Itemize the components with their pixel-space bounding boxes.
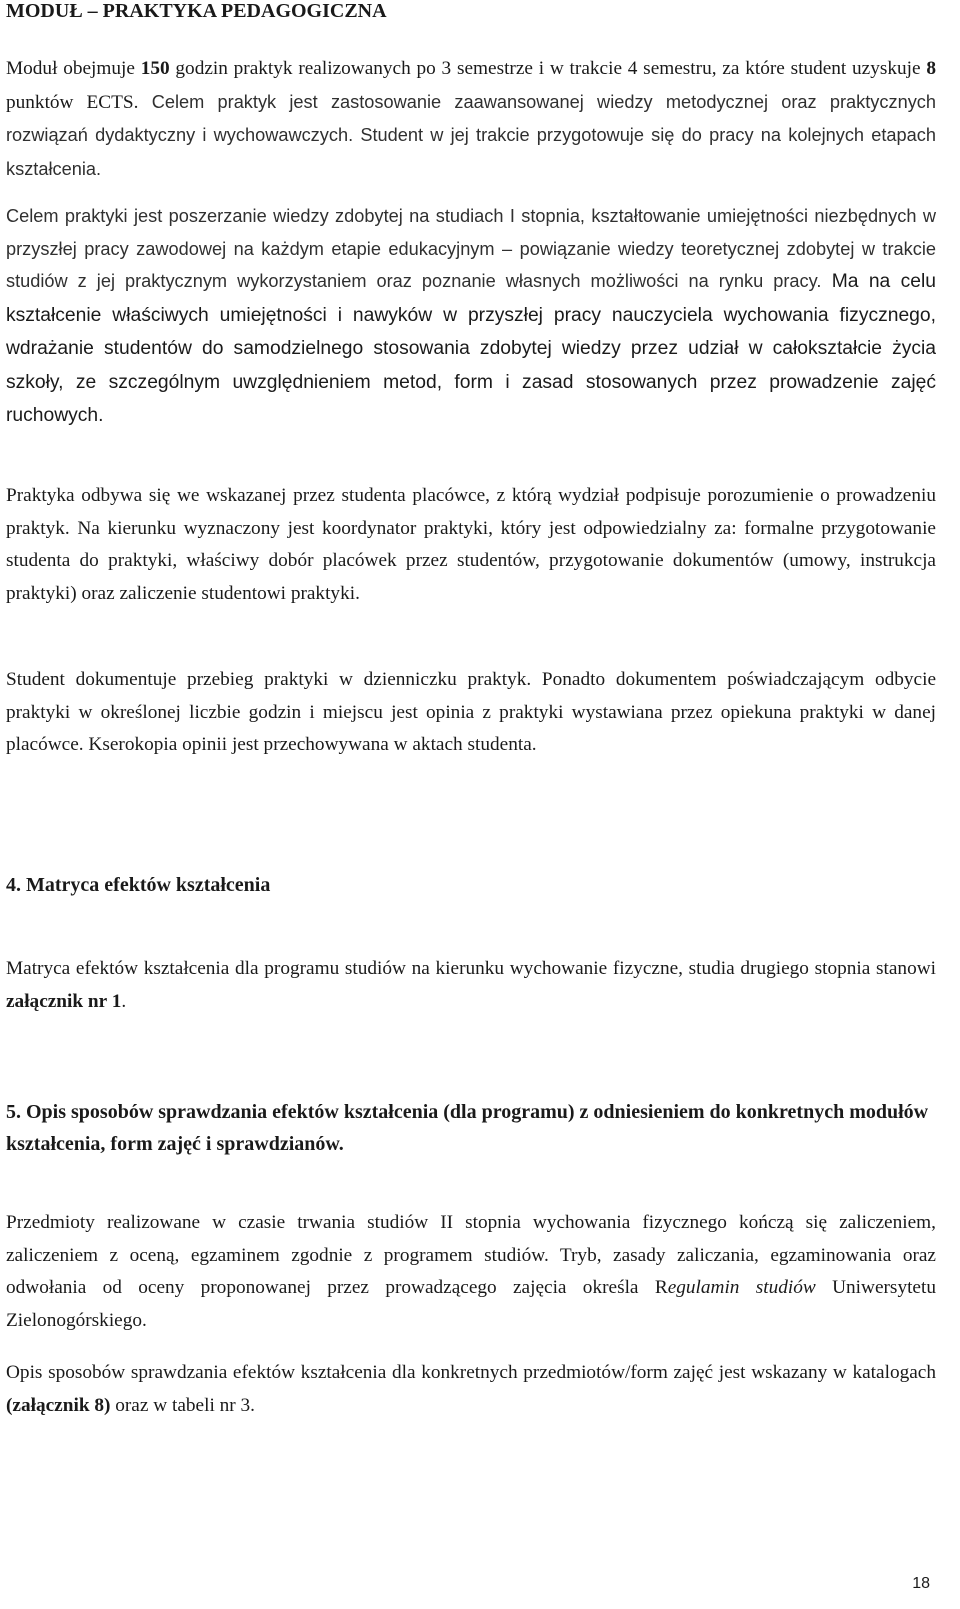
intro-text-mid: godzin praktyk realizowanych po 3 semestrze i w trakcie 4 semestru, za które student uzyskuje (169, 58, 927, 79)
section-5-p2-text: Opis sposobów sprawdzania efektów kształcenia dla konkretnych przedmiotów/form zajęć jest wskazany w katalogach (6, 1362, 936, 1383)
module-heading: MODUŁ – PRAKTYKA PEDAGOGICZNA (6, 0, 387, 22)
intro-text: Moduł obejmuje (6, 58, 141, 79)
intro-paragraph (6, 53, 936, 186)
section-5-title: 5. Opis sposobów sprawdzania efektów kształcenia (dla programu) z odniesieniem do konkretnych modułów kształcenia, form zajęć i sprawdzianów. (6, 1101, 929, 1155)
catalog-attachment-ref: (załącznik 8) (6, 1394, 111, 1416)
page-number: 18 (912, 1575, 930, 1592)
hours-value: 150 (140, 58, 170, 79)
attachment-ref: załącznik nr 1 (6, 990, 122, 1012)
regulation-name: egulamin studiów (667, 1277, 816, 1298)
section-4-text: Matryca efektów kształcenia dla programu studiów na kierunku wychowanie fizyczne, studia drugiego stopnia stanowi (6, 958, 936, 979)
goal-text: Celem praktyki jest poszerzanie wiedzy zdobytej na studiach I stopnia, kształtowanie umiejętności niezbędnych w przyszłej pracy zawodowej na każdym etapie edukacyjnym – powiązanie wiedzy teoretycznej zdobytej w trakcie studiów z jej praktycznym wykorzystaniem oraz poznanie własnych możliwości na rynku pracy. (6, 206, 936, 291)
section-5-p2-end: oraz w tabeli nr 3. (110, 1394, 255, 1416)
section-4-paragraph (6, 953, 936, 1018)
section-4-title: 4. Matryca efektów kształcenia (6, 874, 271, 896)
section-4-end: . (121, 990, 127, 1012)
goal-text-serif: Ma na celu kształcenie właściwych umiejętności i nawyków w przyszłej pracy nauczyciela wychowania fizycznego, wdrażanie studentów do samodzielnego stosowania zdobytej wiedzy przez udział w całokształcie życia szkoły, ze szczególnym uwzględnieniem metod, form i zasad stosowanych przez prowadzenie zajęć ruchowych. (6, 271, 936, 426)
section-5-text-end: Uniwersytetu Zielonogórskiego. (6, 1277, 936, 1331)
practice-place-paragraph: Praktyka odbywa się we wskazanej przez studenta placówce, z którą wydział podpisuje porozumienie o prowadzeniu praktyk. Na kierunku wyznaczony jest koordynator praktyki, który jest odpowiedzialny za: formalne przygotowanie studenta do praktyki, właściwy dobór placówek przez studentów, przygotowanie dokumentów (umowy, instrukcja praktyki) oraz zaliczenie studentowi praktyki. (6, 485, 936, 604)
goal-paragraph (6, 200, 936, 433)
intro-text-end: punktów ECTS. (6, 91, 139, 113)
section-5-paragraph-1 (6, 1207, 936, 1337)
section-5-paragraph-2 (6, 1357, 936, 1422)
ects-value: 8 (926, 58, 936, 79)
section-5-text: Przedmioty realizowane w czasie trwania studiów II stopnia wychowania fizycznego kończą się zaliczeniem, zaliczeniem z oceną, egzaminem zgodnie z programem studiów. Tryb, zasady zaliczania, egzaminowania oraz odwołania od oceny proponowanej przez prowadzącego zajęcia określa R (6, 1212, 936, 1298)
documentation-paragraph: Student dokumentuje przebieg praktyki w dzienniczku praktyk. Ponadto dokumentem poświadczającym odbycie praktyki w określonej liczbie godzin i miejscu jest opinia z praktyki wystawiana przez opiekuna praktyki w danej placówce. Kserokopia opinii jest przechowywana w aktach studenta. (6, 669, 936, 755)
intro-goal-text: Celem praktyk jest zastosowanie zaawansowanej wiedzy metodycznej oraz praktycznych rozwiązań dydaktyczny i wychowawczych. Student w jej trakcie przygotowuje się do pracy na kolejnych etapach kształcenia. (6, 91, 937, 179)
